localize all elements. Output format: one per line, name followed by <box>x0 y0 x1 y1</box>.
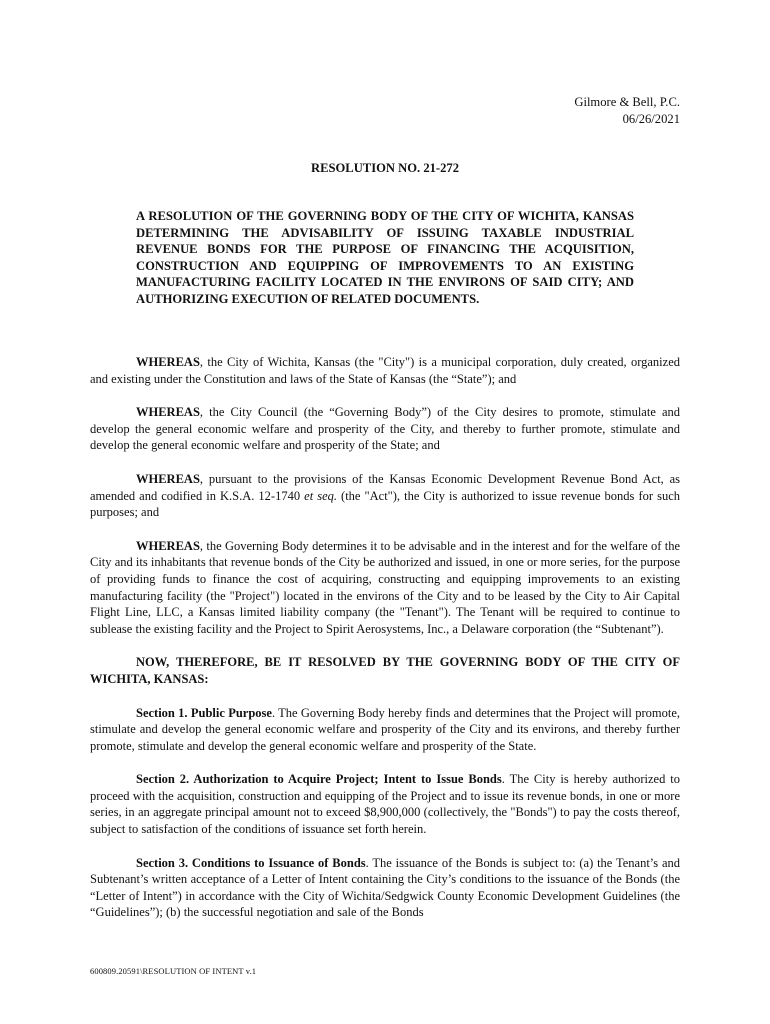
section-text: . The Governing Body hereby finds and determines that the Project will promote, stimulate and develop the general economic welfare and prosperity of the City and its environs, and thereby further promote, stimulate and develop the general economic welfare and prosperity of the State. <box>90 705 680 753</box>
whereas-text: , the Governing Body determines it to be advisable and in the interest and for the welfare of the City and its inhabitants that revenue bonds of the City be authorized and issued, in one or more series, for the purpose of providing funds to finance the cost of acquiring, constructing and equipping improvements to an existing manufacturing facility (the "Project") located in the environs of the City and to be leased by the City to Air Capital Flight Line, LLC, a Kansas limited liability company (the "Tenant"). The Tenant will be required to continue to sublease the existing facility and the Project to Spirit Aerosystems, Inc., a Delaware corporation (the “Subtenant”). <box>90 538 680 636</box>
section-text: . The City is hereby authorized to proceed with the acquisition, construction and equipping of the Project and to issue its revenue bonds, in one or more series, in an aggregate principal amount not to exceed $8,900,000 (collectively, the "Bonds") to pay the costs thereof, subject to satisfaction of the conditions of issuance set forth herein. <box>90 772 680 837</box>
whereas-lead: WHEREAS <box>136 355 200 369</box>
resolved-clause: NOW, THEREFORE, BE IT RESOLVED BY THE GOVERNING BODY OF THE CITY OF WICHITA, KANSAS: <box>90 655 680 686</box>
whereas-text: , the City Council (the “Governing Body”) of the City desires to promote, stimulate and develop the general economic welfare and prosperity of the City, and thereby to further promote, stimulate and develop the general economic welfare and prosperity of the State; and <box>90 405 680 453</box>
section-paragraph <box>90 705 680 755</box>
whereas-lead: WHEREAS <box>136 405 200 420</box>
section-paragraph <box>90 771 680 837</box>
law-firm-name: Gilmore & Bell, P.C. <box>574 95 680 109</box>
whereas-paragraph <box>90 404 680 454</box>
resolution-title: A RESOLUTION OF THE GOVERNING BODY OF THE CITY OF WICHITA, KANSAS DETERMINING THE ADVISABILITY OF ISSUING TAXABLE INDUSTRIAL REVENUE BONDS FOR THE PURPOSE OF FINANCING THE ACQUISITION, CONSTRUCTION AND EQUIPPING OF IMPROVEMENTS TO AN EXISTING MANUFACTURING FACILITY LOCATED IN THE ENVIRONS OF SAID CITY; AND AUTHORIZING EXECUTION OF RELATED DOCUMENTS. <box>136 209 634 306</box>
section-text: . The issuance of the Bonds is subject to: (a) the Tenant’s and Subtenant’s written acceptance of a Letter of Intent containing the City’s conditions to the issuance of the Bonds (the “Letter of Intent”) in accordance with the City of Wichita/Sedgwick County Economic Development Guidelines (the “Guidelines”); (b) the successful negotiation and sale of the Bonds <box>90 855 681 920</box>
whereas-text: , pursuant to the provisions of the Kansas Economic Development Revenue Bond Act, as amended and codified in K.S.A. 12-1740 <box>90 471 680 503</box>
document-header <box>574 94 680 127</box>
whereas-lead: WHEREAS <box>136 471 200 486</box>
whereas-lead: WHEREAS <box>136 538 200 553</box>
section-heading: Section 2. Authorization to Acquire Project; Intent to Issue Bonds <box>136 772 502 787</box>
resolution-number: RESOLUTION NO. 21-272 <box>311 161 459 175</box>
section-paragraph <box>90 855 680 921</box>
whereas-text: (the "Act"), the City is authorized to issue revenue bonds for such purposes; and <box>90 488 680 520</box>
document-body <box>90 354 680 938</box>
whereas-paragraph <box>90 354 680 387</box>
whereas-paragraph <box>90 471 680 521</box>
whereas-text: , the City of Wichita, Kansas (the "City") is a municipal corporation, duly created, organized and existing under the Constitution and laws of the State of Kansas (the “State”); and <box>90 355 680 386</box>
document-date: 06/26/2021 <box>622 111 680 126</box>
whereas-paragraph <box>90 538 680 638</box>
section-heading: Section 1. Public Purpose <box>136 705 272 720</box>
document-footer: 600809.20591\RESOLUTION OF INTENT v.1 <box>90 966 257 976</box>
section-heading: Section 3. Conditions to Issuance of Bonds <box>136 855 366 870</box>
whereas-italic: et seq. <box>304 488 337 503</box>
